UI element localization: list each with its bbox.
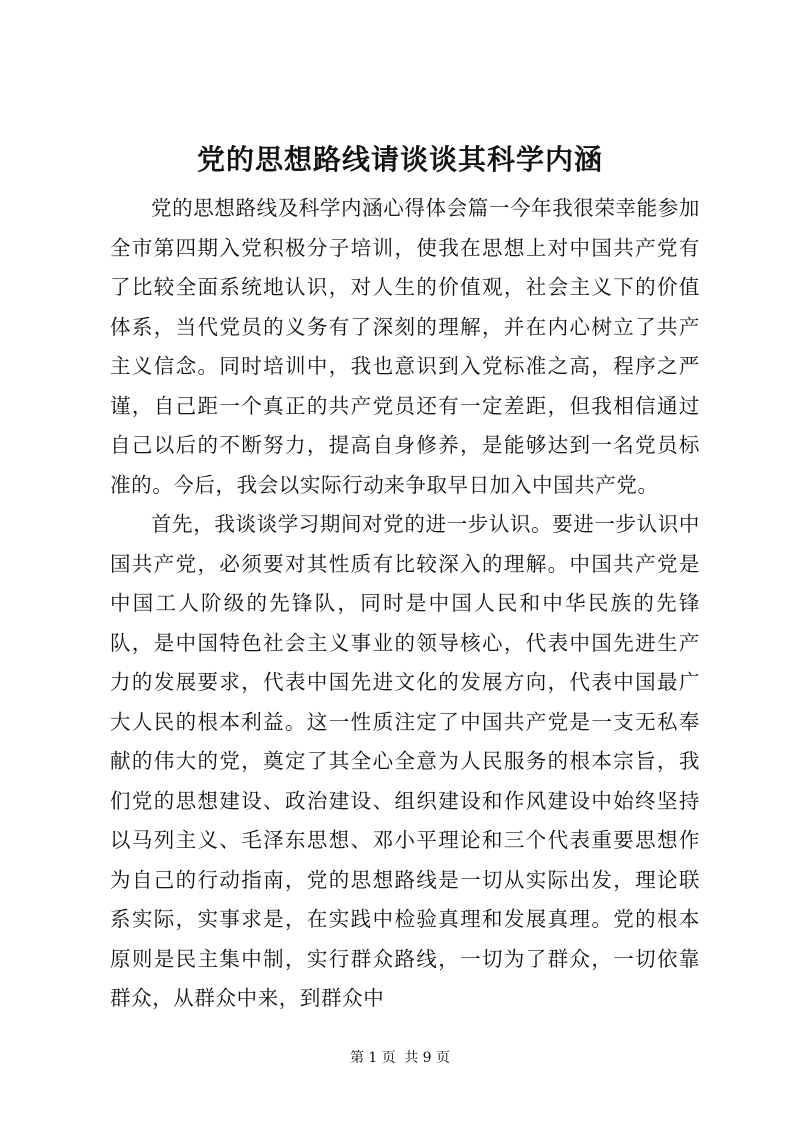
paragraph-2: 首先，我谈谈学习期间对党的进一步认识。要进一步认识中国共产党，必须要对其性质有比较深入的理解。中国共产党是中国工人阶级的先锋队，同时是中国人民和中华民族的先锋队，是中国特色社会主义事业的领导核心，代表中国先进生产力的发展要求，代表中国先进文化的发展方向，代表中国最广大人民的根本利益。这一性质注定了中国共产党是一支无私奉献的伟大的党，奠定了其全心全意为人民服务的根本宗旨，我们党的思想建设、政治建设、组织建设和作风建设中始终坚持以马列主义、毛泽东思想、邓小平理论和三个代表重要思想作为自己的行动指南，党的思想路线是一切从实际出发，理论联系实际，实事求是，在实践中检验真理和发展真理。党的根本原则是民主集中制，实行群众路线，一切为了群众，一切依靠群众，从群众中来，到群众中 (110, 512, 700, 1010)
page-total: 共 9 页 (404, 1050, 451, 1066)
page-footer (0, 1048, 800, 1068)
document-body (110, 189, 700, 1019)
page-title: 党的思想路线请谈谈其科学内涵 (196, 143, 603, 176)
paragraph-1: 党的思想路线及科学内涵心得体会篇一今年我很荣幸能参加全市第四期入党积极分子培训，使我在思想上对中国共产党有了比较全面系统地认识，对人生的价值观，社会主义下的价值体系，当代党员的义务有了深刻的理解，并在内心树立了共产主义信念。同时培训中，我也意识到入党标准之高，程序之严谨，自己距一个真正的共产党员还有一定差距，但我相信通过自己以后的不断努力，提高自身修养，是能够达到一名党员标准的。今后，我会以实际行动来争取早日加入中国共产党。 (110, 196, 700, 497)
page-number: 第 1 页 (349, 1050, 396, 1066)
